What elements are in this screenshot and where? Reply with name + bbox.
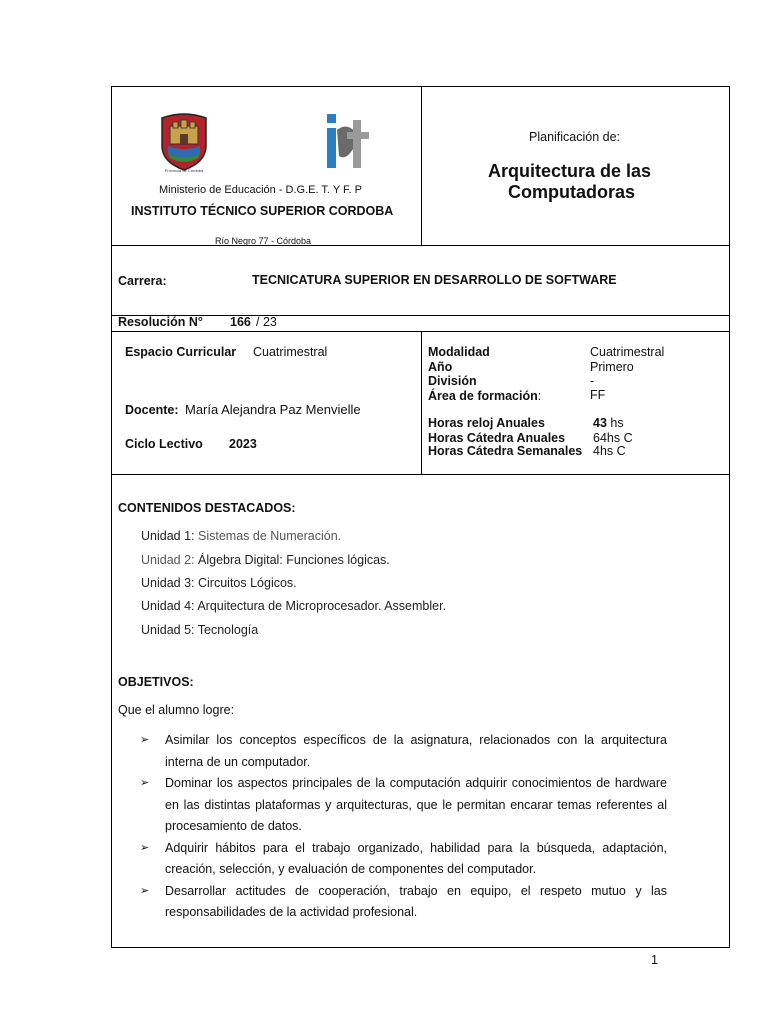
- unit-3-text: Circuitos Lógicos.: [198, 576, 297, 590]
- unit-5: [141, 623, 258, 637]
- info-divider: [421, 331, 422, 474]
- area-label: [428, 389, 541, 403]
- institute-name: INSTITUTO TÉCNICO SUPERIOR CORDOBA: [131, 204, 394, 218]
- modalidad-label: Modalidad: [428, 345, 490, 359]
- planning-label: Planificación de:: [529, 130, 621, 144]
- espacio-label: Espacio Curricular: [125, 345, 237, 359]
- arrow-bullet-icon: ➢: [140, 884, 150, 897]
- area-label-text: Área de formación: [428, 389, 538, 403]
- objectives-list: [140, 730, 667, 924]
- horas-semanales-value: 4hs C: [593, 444, 626, 458]
- resolution-year: / 23: [256, 315, 277, 329]
- objective-item: [140, 730, 667, 773]
- crest-caption: Provincia de Córdoba: [164, 168, 204, 173]
- area-value: FF: [590, 388, 606, 402]
- objective-text: Adquirir hábitos para el trabajo organizado, habilidad para la búsqueda, adaptación, creación, selección, y evaluación de componentes del computador.: [165, 840, 667, 876]
- objective-text: Desarrollar actitudes de cooperación, trabajo en equipo, el respeto mutuo y las responsabilidades de la actividad profesional.: [165, 883, 667, 919]
- unit-5-label: Unidad 5:: [141, 623, 195, 637]
- docente-label: Docente:: [125, 403, 179, 417]
- address-text: Río Negro 77 - Córdoba: [215, 236, 312, 246]
- arrow-bullet-icon: ➢: [140, 734, 150, 746]
- horas-reloj-label: Horas reloj Anuales: [428, 416, 545, 430]
- modalidad-value: Cuatrimestral: [590, 345, 665, 359]
- unit-4-text: Arquitectura de Microprocesador. Assembler.: [197, 599, 447, 613]
- unit-3-label: Unidad 3:: [141, 576, 195, 590]
- objective-item: [140, 773, 667, 838]
- it-logo-text: it: [348, 168, 349, 169]
- unit-3: [141, 576, 297, 590]
- unit-2-label: Unidad 2:: [141, 553, 195, 567]
- objectives-intro: Que el alumno logre:: [118, 703, 235, 717]
- contents-title: CONTENIDOS DESTACADOS:: [118, 501, 296, 515]
- objective-item: [140, 838, 667, 881]
- header-divider: [421, 87, 422, 245]
- horas-reloj-unit: hs: [610, 416, 624, 430]
- objective-text: Asimilar los conceptos específicos de la asignatura, relacionados con la arquitectura interna de un computador.: [165, 733, 667, 769]
- horas-catedra-label: Horas Cátedra Anuales: [428, 431, 566, 445]
- division-label: División: [428, 374, 477, 388]
- it-logo: [325, 112, 371, 170]
- anio-label: Año: [428, 360, 453, 374]
- horas-semanales-label: Horas Cátedra Semanales: [428, 444, 583, 458]
- arrow-bullet-icon: ➢: [140, 777, 150, 789]
- resolution-label: Resolución N°: [118, 315, 203, 329]
- subject-title-line2: Computadoras: [508, 182, 636, 202]
- header-bottom-rule: [111, 245, 730, 246]
- cordoba-crest-logo: [158, 112, 210, 176]
- objective-text: Dominar los aspectos principales de la computación adquirir conocimientos de hardware en las distintas plataformas y arquitecturas, que le permitan encarar temas referentes al procesamiento de datos.: [165, 776, 667, 833]
- resolution-number: 166: [230, 315, 251, 329]
- division-value: -: [590, 374, 595, 388]
- arrow-bullet-icon: ➢: [140, 841, 150, 854]
- career-label: Carrera:: [118, 274, 167, 288]
- ciclo-value: 2023: [229, 437, 257, 451]
- unit-4: [141, 599, 446, 613]
- info-bottom-rule: [111, 474, 730, 475]
- unit-1-text: Sistemas de Numeración.: [198, 529, 342, 543]
- career-bottom-rule: [111, 315, 730, 316]
- subject-title-line1: Arquitectura de las: [488, 161, 652, 181]
- ministry-text: Ministerio de Educación - D.G.E. T. Y F. P: [159, 184, 362, 196]
- ciclo-label: Ciclo Lectivo: [125, 437, 203, 451]
- career-value: TECNICATURA SUPERIOR EN DESARROLLO DE SOFTWARE: [252, 273, 617, 287]
- objectives-title: OBJETIVOS:: [118, 675, 194, 689]
- unit-2-text: Álgebra Digital: Funciones lógicas.: [198, 553, 390, 567]
- objective-item: [140, 881, 667, 924]
- unit-4-label: Unidad 4:: [141, 599, 195, 613]
- anio-value: Primero: [590, 360, 634, 374]
- unit-1: [141, 529, 341, 543]
- horas-reloj-num: 43: [593, 416, 607, 430]
- unit-2: [141, 553, 390, 567]
- docente-value: María Alejandra Paz Menvielle: [185, 402, 361, 417]
- espacio-value: Cuatrimestral: [253, 345, 328, 359]
- unit-1-label: Unidad 1:: [141, 529, 195, 543]
- area-colon: :: [537, 389, 542, 403]
- horas-reloj-value: [593, 416, 624, 430]
- unit-5-text: Tecnología: [197, 623, 259, 637]
- page-number: 1: [651, 953, 658, 967]
- horas-catedra-value: 64hs C: [593, 431, 633, 445]
